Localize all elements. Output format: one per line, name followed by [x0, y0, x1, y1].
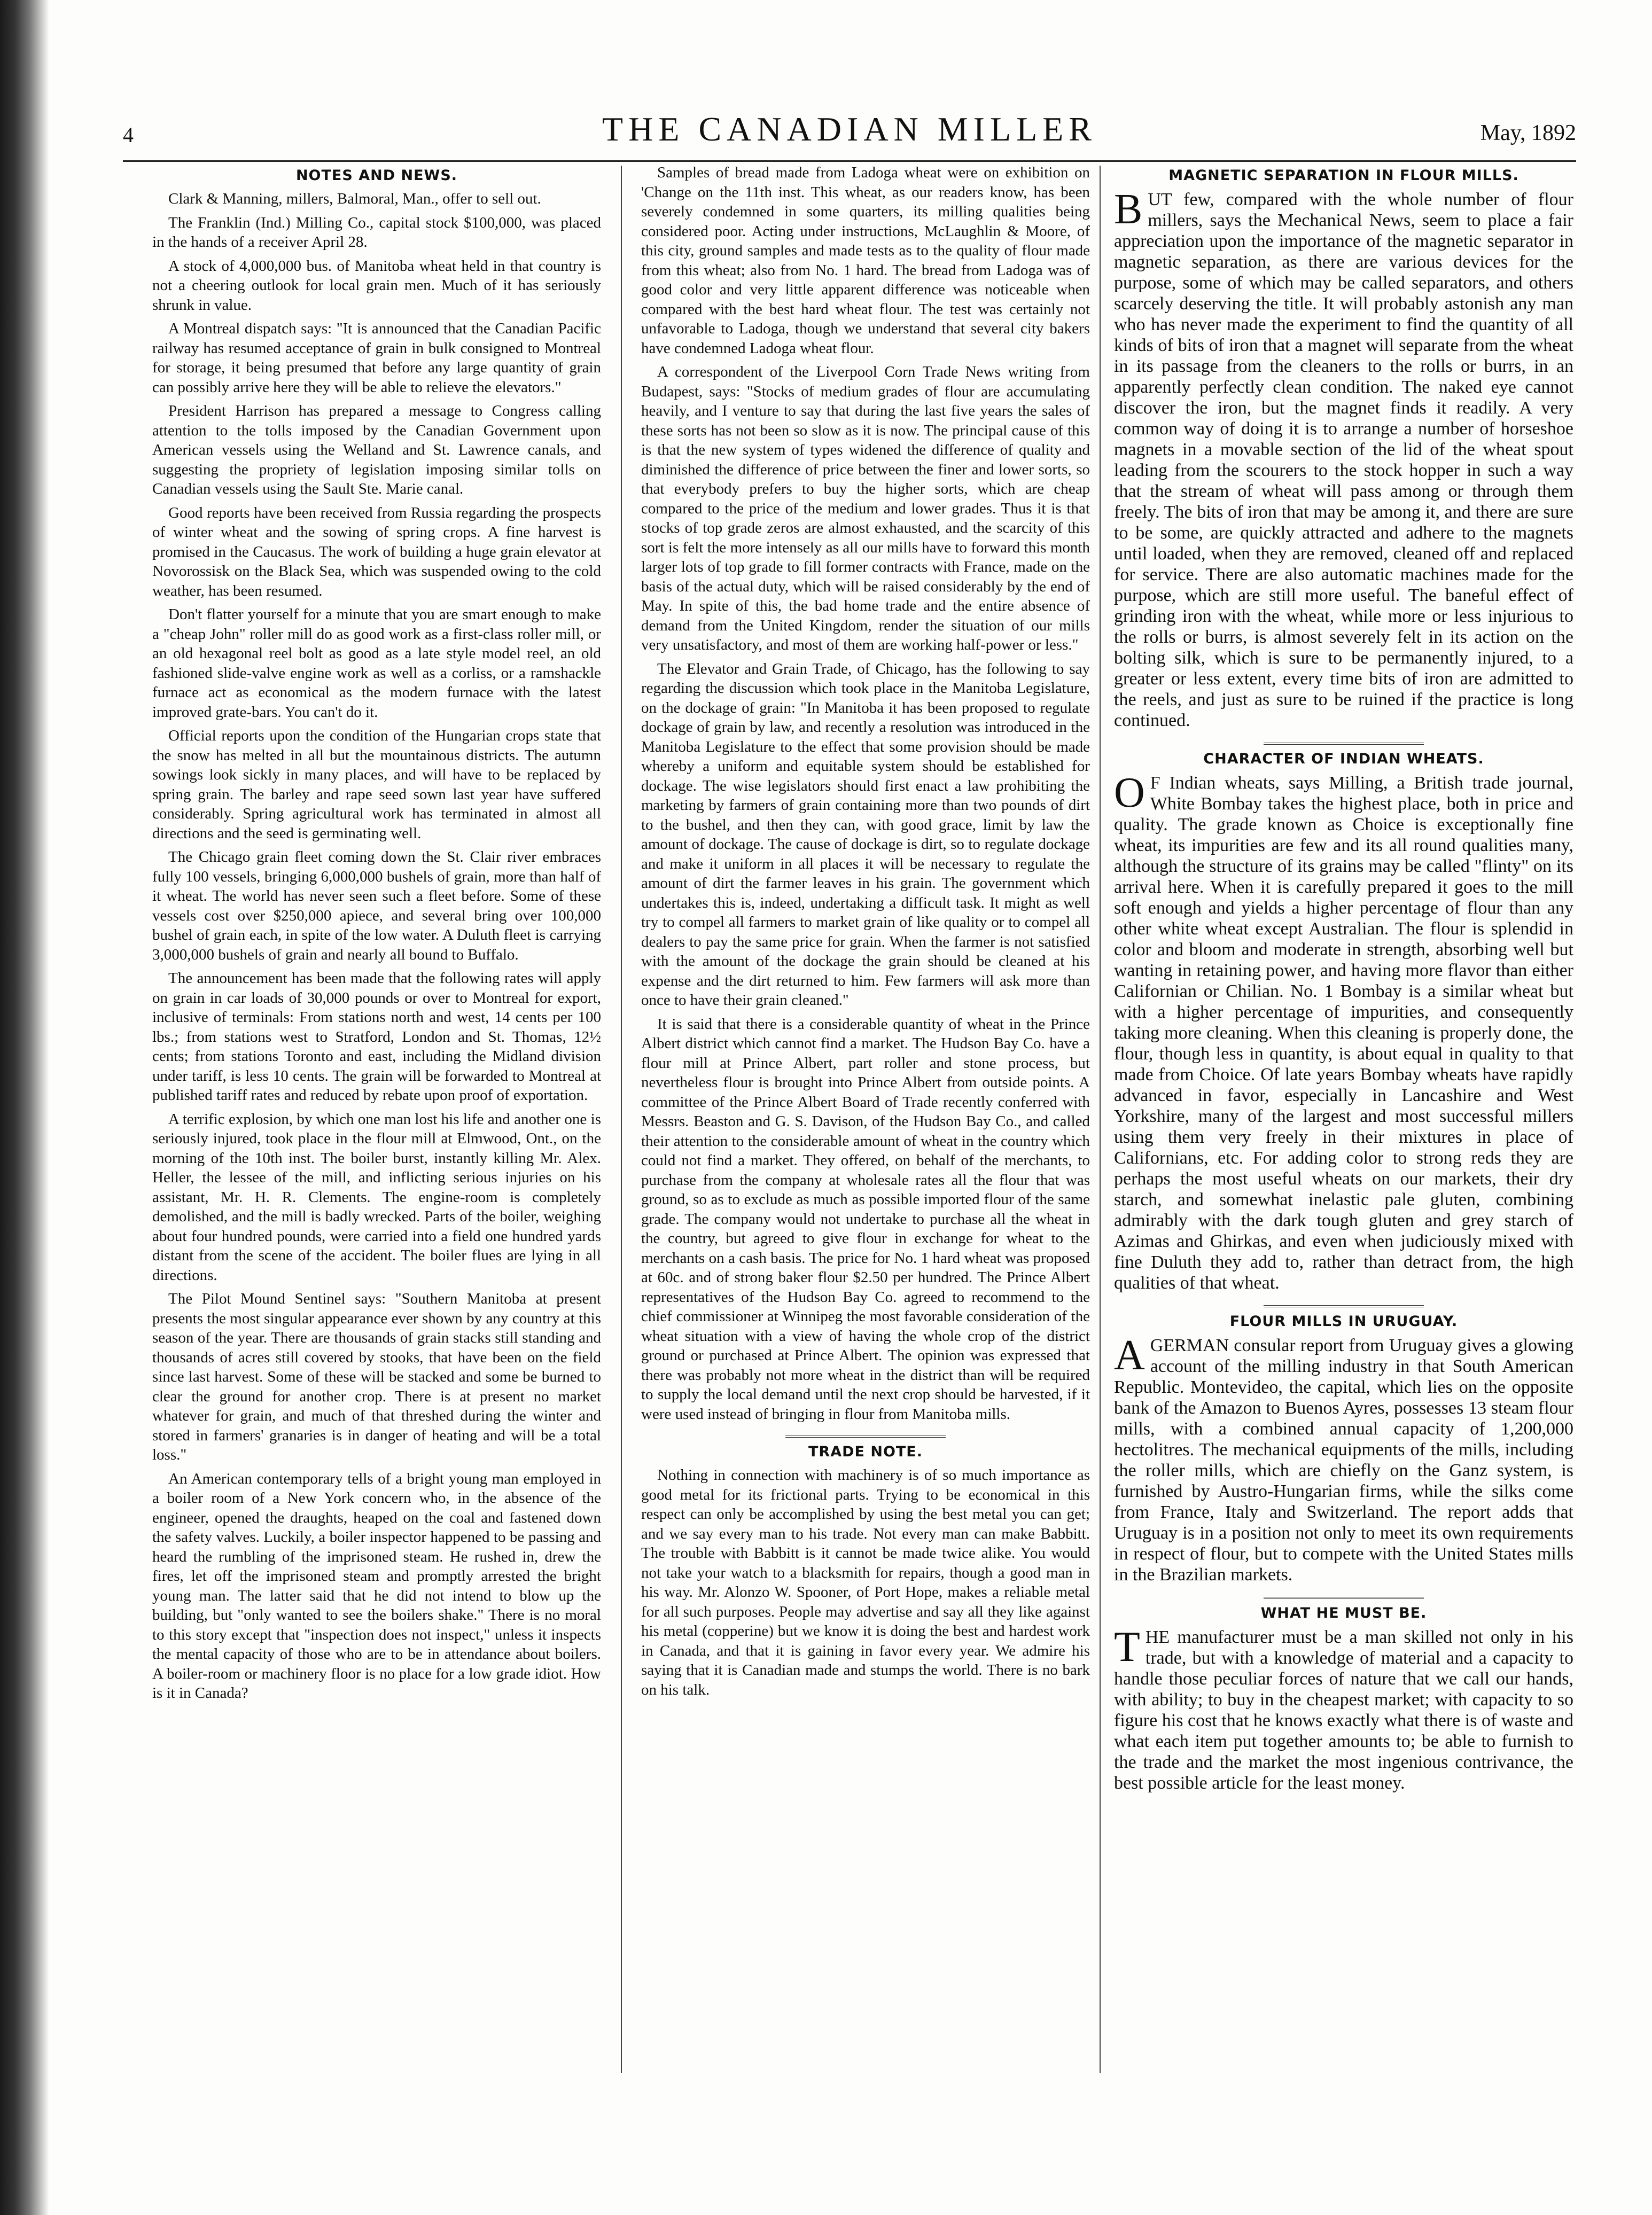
article-body: F Indian wheats, says Milling, a British trade journal, White Bombay takes the highest place, both in price and quality. The grade known as Choice is exceptionally fine wheat, its impurities are few and its all round qualities many, although the structure of its grains may be called "flinty" on its arrival here. When it is carefully prepared it goes to the mill soft enough and yields a higher percentage of flour than any other white wheat except Australian. The flour is splendid in color and bloom and moderate in strength, absorbing well but wanting in retaining power, and having more flavor than either Californian or Chilian. No. 1 Bombay is a similar wheat but with a higher percentage of impurities, and consequently taking more cleaning. When this cleaning is properly done, the flour, though less in quantity, is about equal in quality to that made from Choice. Of late years Bombay wheats have rapidly advanced in favor, especially in Lancashire and West Yorkshire, many of the largest and most successful millers using them very freely in their mixtures in place of Californians, etc. For adding color to strong reds they are perhaps the most useful wheats on our markets, their dry starch, and somewhat inelastic pale gluten, combining admirably with the dark tough gluten and grey starch of Azimas and Ghirkas, and even when judiciously mixed with fine Duluth they add to, rather than detract from, the high qualities of that wheat.: [1114, 773, 1573, 1293]
newspaper-title: THE CANADIAN MILLER: [602, 110, 1097, 148]
news-item: Good reports have been received from Russia regarding the prospects of winter wheat and the sowing of spring crops. A fine harvest is promised in the Caucasus. The work of building a huge grain elevator at Novorossisk on the Black Sea, which was suspended owing to the cold weather, has been resumed.: [152, 504, 601, 599]
scan-binding-edge: [0, 0, 49, 2215]
article-must-be: [1114, 1624, 1573, 1793]
section-heading-indian: CHARACTER OF INDIAN WHEATS.: [1203, 751, 1484, 767]
column-rule: [1100, 166, 1101, 2073]
news-item: A correspondent of the Liverpool Corn Trade News writing from Budapest, says: "Stocks of medium grades of flour are accumulating heavily, and I venture to say that during the last five years the sales of these sorts has not been so slow as it is now. The principal cause of this is that the new system of types widened the difference of quality and diminished the difference of price between the finer and lower sorts, so that everybody prefers to buy the higher sorts, which are cheap compared to the price of the medium and lower grades. Thus it is that stocks of top grade zeros are almost exhausted, and the scarcity of this sort is felt the more intensely as all our mills have to forward this month larger lots of top grade to fill former contracts with France, made on the basis of the actual duty, which will be raised considerably by the end of May. In spite of this, the bad home trade and the entire absence of demand from the United Kingdom, render the situation of our mills very unsatisfactory, and most of them are working half-power or less.": [641, 363, 1090, 653]
news-item: The Chicago grain fleet coming down the St. Clair river embraces fully 100 vessels, bringing 6,000,000 bushels of grain, more than half of it wheat. The world has never seen such a fleet before. Some of these vessels cost over $250,000 apiece, and several bring over 100,000 bushel of grain each, in spite of the low water. A Duluth fleet is carrying 3,000,000 bushels of grain and nearly all bound to Buffalo.: [152, 848, 601, 963]
article-body: UT few, compared with the whole number of flour millers, says the Mechanical News, seem to place a fair appreciation upon the importance of the magnetic separator in magnetic separation, as there are various devices for the purpose, some of which may be called separators, and others scarcely deserving the title. It will probably astonish any man who has never made the experiment to find the quantity of all kinds of bits of iron that a magnet will separate from the wheat in its passage from the cleaners to the rolls or burrs, in an apparently perfectly clean condition. The naked eye cannot discover the iron, but the magnet finds it readily. A very common way of doing it is to arrange a number of horseshoe magnets in a movable section of the lid of the wheat spout leading from the scourers to the stock hopper in such a way that the stream of wheat will pass among or through them freely. The bits of iron that may be among it, and there are sure to be some, are quickly attracted and adhere to the magnets until loaded, when they are removed, cleaned off and replaced for service. There are also automatic machines made for the purpose, which are still more useful. The baneful effect of grinding iron with the wheat, while more or less injurious to the rolls or burrs, is almost severely felt in its action on the bolting silk, which is sure to be permanently injured, to a greater or less extent, every time bits of iron are admitted to the reels, and just as sure to be ruined if the practice is long continued.: [1114, 190, 1573, 730]
section-heading-trade-note: TRADE NOTE.: [808, 1444, 923, 1460]
section-divider: [1264, 1597, 1424, 1601]
column-3: [1114, 163, 1573, 1798]
masthead-rule: [123, 160, 1576, 162]
article-body: HE manufacturer must be a man skilled not only in his trade, but with a knowledge of material and a capacity to handle those peculiar forces of nature that we call our hands, with ability; to buy in the cheapest market; with capacity to so figure his cost that he knows exactly what there is of waste and what each item put together amounts to; be able to furnish to the trade and the market the most ingenious contrivance, the best possible article for the least money.: [1114, 1627, 1573, 1793]
article-body: Nothing in connection with machinery is of so much importance as good metal for its frictional parts. Trying to be economical in this respect can only be accomplished by using the best metal you can get; and we say every man to his trade. Not every man can make Babbitt. The trouble with Babbitt is it cannot be made twice alike. You would not take your watch to a blacksmith for repairs, though a good man in his way. Mr. Alonzo W. Spooner, of Port Hope, makes a reliable metal for all such purposes. People may advertise and say all they like against his metal (copperine) but we know it is doing the best and hardest work in Canada, and that it is gaining in favor every year. We admire his saying that it is Canadian made and stumps the world. There is no bark on his talk.: [641, 1467, 1090, 1698]
drop-cap: B: [1114, 186, 1143, 233]
issue-date: May, 1892: [1480, 121, 1576, 145]
section-divider: [1264, 1305, 1424, 1309]
news-item: The Pilot Mound Sentinel says: "Southern Manitoba at present presents the most singular appearance ever shown by any country at this season of the year. There are thousands of grain stacks still standing and thousands of acres still covered by stooks, that have been on the field since last harvest. Some of these will be stacked and some be burned to clear the ground for another crop. There is at present no market whatever for grain, and much of that threshed during the winter and stored in farmers' granaries is in danger of heating and will be a total loss.": [152, 1290, 601, 1463]
article-body: GERMAN consular report from Uruguay gives a glowing account of the milling industry in that South American Republic. Montevideo, the capital, which lies on the opposite bank of the Amazon to Buenos Ayres, possesses 13 steam flour mills, with a combined annual capacity of 1,200,000 hectolitres. The mechanical equipments of the mills, including the roller mills, which are chiefly on the Ganz system, is furnished by Austro-Hungarian firms, while the silks come from France, Italy and Switzerland. The report adds that Uruguay is in a position not only to meet its own requirements in respect of flour, but to compete with the United States mills in the Brazilian markets.: [1114, 1336, 1573, 1585]
section-heading-uruguay: FLOUR MILLS IN URUGUAY.: [1229, 1313, 1458, 1330]
news-item: President Harrison has prepared a message to Congress calling attention to the tolls imposed by the Canadian Government upon American vessels using the Welland and St. Lawrence canals, and suggesting the propriety of legislation imposing similar tolls on Canadian vessels using the Sault Ste. Marie canal.: [152, 402, 601, 497]
news-item: It is said that there is a considerable quantity of wheat in the Prince Albert district which cannot find a market. The Hudson Bay Co. have a flour mill at Prince Albert, part roller and stone process, but nevertheless flour is brought into Prince Albert from outside points. A committee of the Prince Albert Board of Trade recently conferred with Messrs. Beaston and G. S. Davison, of the Hudson Bay Co., and called their attention to the considerable amount of wheat in the country which could not find a market. They offered, on behalf of the merchants, to purchase from the company at wholesale rates all the flour that was ground, so as to exclude as much as possible imported flour of the same grade. The company would not undertake to purchase all the wheat in the country, but agreed to give flour in exchange for wheat to the merchants on a cash basis. The price for No. 1 hard wheat was proposed at 60c. and of strong baker flour $2.50 per hundred. The Prince Albert representatives of the Hudson Bay Co. agreed to recommend to the chief commissioner at Winnipeg the most favorable consideration of the wheat situation with a view of having the whole crop of the district ground or purchased at Prince Albert. The opinion was expressed that there was probably not more wheat in the district than will be required to supply the local demand until the next crop should be harvested, if it were used instead of bringing in flour from Manitoba mills.: [641, 1015, 1090, 1423]
news-item: Clark & Manning, millers, Balmoral, Man., offer to sell out.: [168, 190, 541, 207]
drop-cap: A: [1114, 1332, 1145, 1379]
news-item: Samples of bread made from Ladoga wheat were on exhibition on 'Change on the 11th inst. This wheat, as our readers know, has been severely condemned in some quarters, its milling qualities being considered poor. Acting under instructions, McLaughlin & Moore, of this city, ground samples and made tests as to the quality of flour made from this wheat; also from No. 1 hard. The bread from Ladoga was of good color and very little apparent difference was noticeable when compared with the best hard wheat flour. The test was certainly not unfavorable to Ladoga, though we understand that several city bakers have condemned Ladoga wheat flour.: [641, 164, 1090, 357]
section-heading-must-be: WHAT HE MUST BE.: [1260, 1605, 1427, 1621]
news-item: A Montreal dispatch says: "It is announced that the Canadian Pacific railway has resumed acceptance of grain in bulk consigned to Montreal for storage, it being presumed that before any large quantity of grain can possibly arrive here they will be able to relieve the elevators.": [152, 320, 601, 396]
news-item: Official reports upon the condition of the Hungarian crops state that the snow has melted in all but the mountainous districts. The autumn sowings look sickly in many places, and will have to be replaced by spring grain. The barley and rape seed sown last year have suffered considerably. Spring agricultural work has terminated in almost all directions and the seed is germinating well.: [152, 727, 601, 842]
section-heading-magnetic: MAGNETIC SEPARATION IN FLOUR MILLS.: [1168, 167, 1519, 184]
masthead: [123, 110, 1576, 158]
section-divider: [1264, 743, 1424, 746]
drop-cap: T: [1114, 1624, 1140, 1671]
article-uruguay: [1114, 1332, 1573, 1585]
article-indian: [1114, 769, 1573, 1293]
section-divider: [785, 1436, 946, 1439]
column-rule: [621, 166, 622, 2073]
article-magnetic: [1114, 186, 1573, 731]
news-item: The Franklin (Ind.) Milling Co., capital stock $100,000, was placed in the hands of a receiver April 28.: [152, 214, 601, 251]
news-item: An American contemporary tells of a bright young man employed in a boiler room of a New York concern who, in the absence of the engineer, opened the draughts, heaped on the coal and fastened down the safety valves. Luckily, a boiler inspector happened to be passing and heard the rumbling of the imprisoned steam. He rushed in, drew the fires, let off the imprisoned steam and promptly arrested the bright young man. The latter said that he did not intend to blow up the building, but "only wanted to see the boilers shake." There is no moral to this story except that "inspection does not inspect," unless it inspects the mental capacity of those who are to be in attendance about boilers. A boiler-room or machinery floor is no place for a low grade idiot. How is it in Canada?: [152, 1470, 601, 1702]
page-number: 4: [123, 123, 134, 147]
news-item: Don't flatter yourself for a minute that you are smart enough to make a "cheap John" roller mill do as good work as a first-class roller mill, or an old hexagonal reel bolt as good as a late style model reel, an old fashioned slide-valve engine work as well as a corliss, or a ramshackle furnace act as economical as the modern furnace with the latest improved grate-bars. You can't do it.: [152, 606, 601, 721]
column-2: [641, 163, 1090, 1704]
section-heading-notes: NOTES AND NEWS.: [295, 167, 458, 184]
news-item: The announcement has been made that the following rates will apply on grain in car loads of 30,000 pounds or over to Montreal for export, inclusive of terminals: From stations north and west, 14 cents per 100 lbs.; from stations west to Stratford, London and St. Thomas, 12½ cents; from stations Toronto and east, including the Midland division under tariff, is less 10 cents. The grain will be forwarded to Montreal at published tariff rates and reduced by rebate upon proof of exportation.: [152, 970, 601, 1104]
news-item: The Elevator and Grain Trade, of Chicago, has the following to say regarding the discussion which took place in the Manitoba Legislature, on the dockage of grain: "In Manitoba it has been proposed to regulate dockage of grain by law, and recently a resolution was introduced in the Manitoba Legislature to the effect that some provision should be made whereby a uniform and equitable system should be established for dockage. The wise legislators should first enact a law prohibiting the marketing by farmers of grain containing more than two pounds of dirt to the bushel, and then they can, with good grace, limit by law the amount of dockage. The cause of dockage is dirt, so to regulate dockage and make it uniform in all places it will be necessary to regulate the amount of dirt the farmer leaves in his grain. The government which undertakes this is, indeed, undertaking a difficult task. It might as well try to compel all farmers to market grain of like quality or to compel all dealers to pay the same price for grain. When the farmer is not satisfied with the amount of the dockage the grain should be cleaned at his expense and the dirt returned to him. Few farmers will ask more than once to have their grain cleaned.": [641, 660, 1090, 1009]
column-1: [152, 163, 601, 1707]
drop-cap: O: [1114, 769, 1145, 816]
news-item: A terrific explosion, by which one man lost his life and another one is seriously injured, took place in the flour mill at Elmwood, Ont., on the morning of the 10th inst. The boiler burst, instantly killing Mr. Alex. Heller, the lessee of the mill, and inflicting serious injuries on his assistant, Mr. H. R. Clements. The engine-room is completely demolished, and the mill is badly wrecked. Parts of the boiler, weighing about four hundred pounds, were carried into a field one hundred yards distant from the scene of the accident. The boiler flues are lying in all directions.: [152, 1110, 601, 1284]
news-item: A stock of 4,000,000 bus. of Manitoba wheat held in that country is not a cheering outlook for local grain men. Much of it has seriously shrunk in value.: [152, 257, 601, 314]
